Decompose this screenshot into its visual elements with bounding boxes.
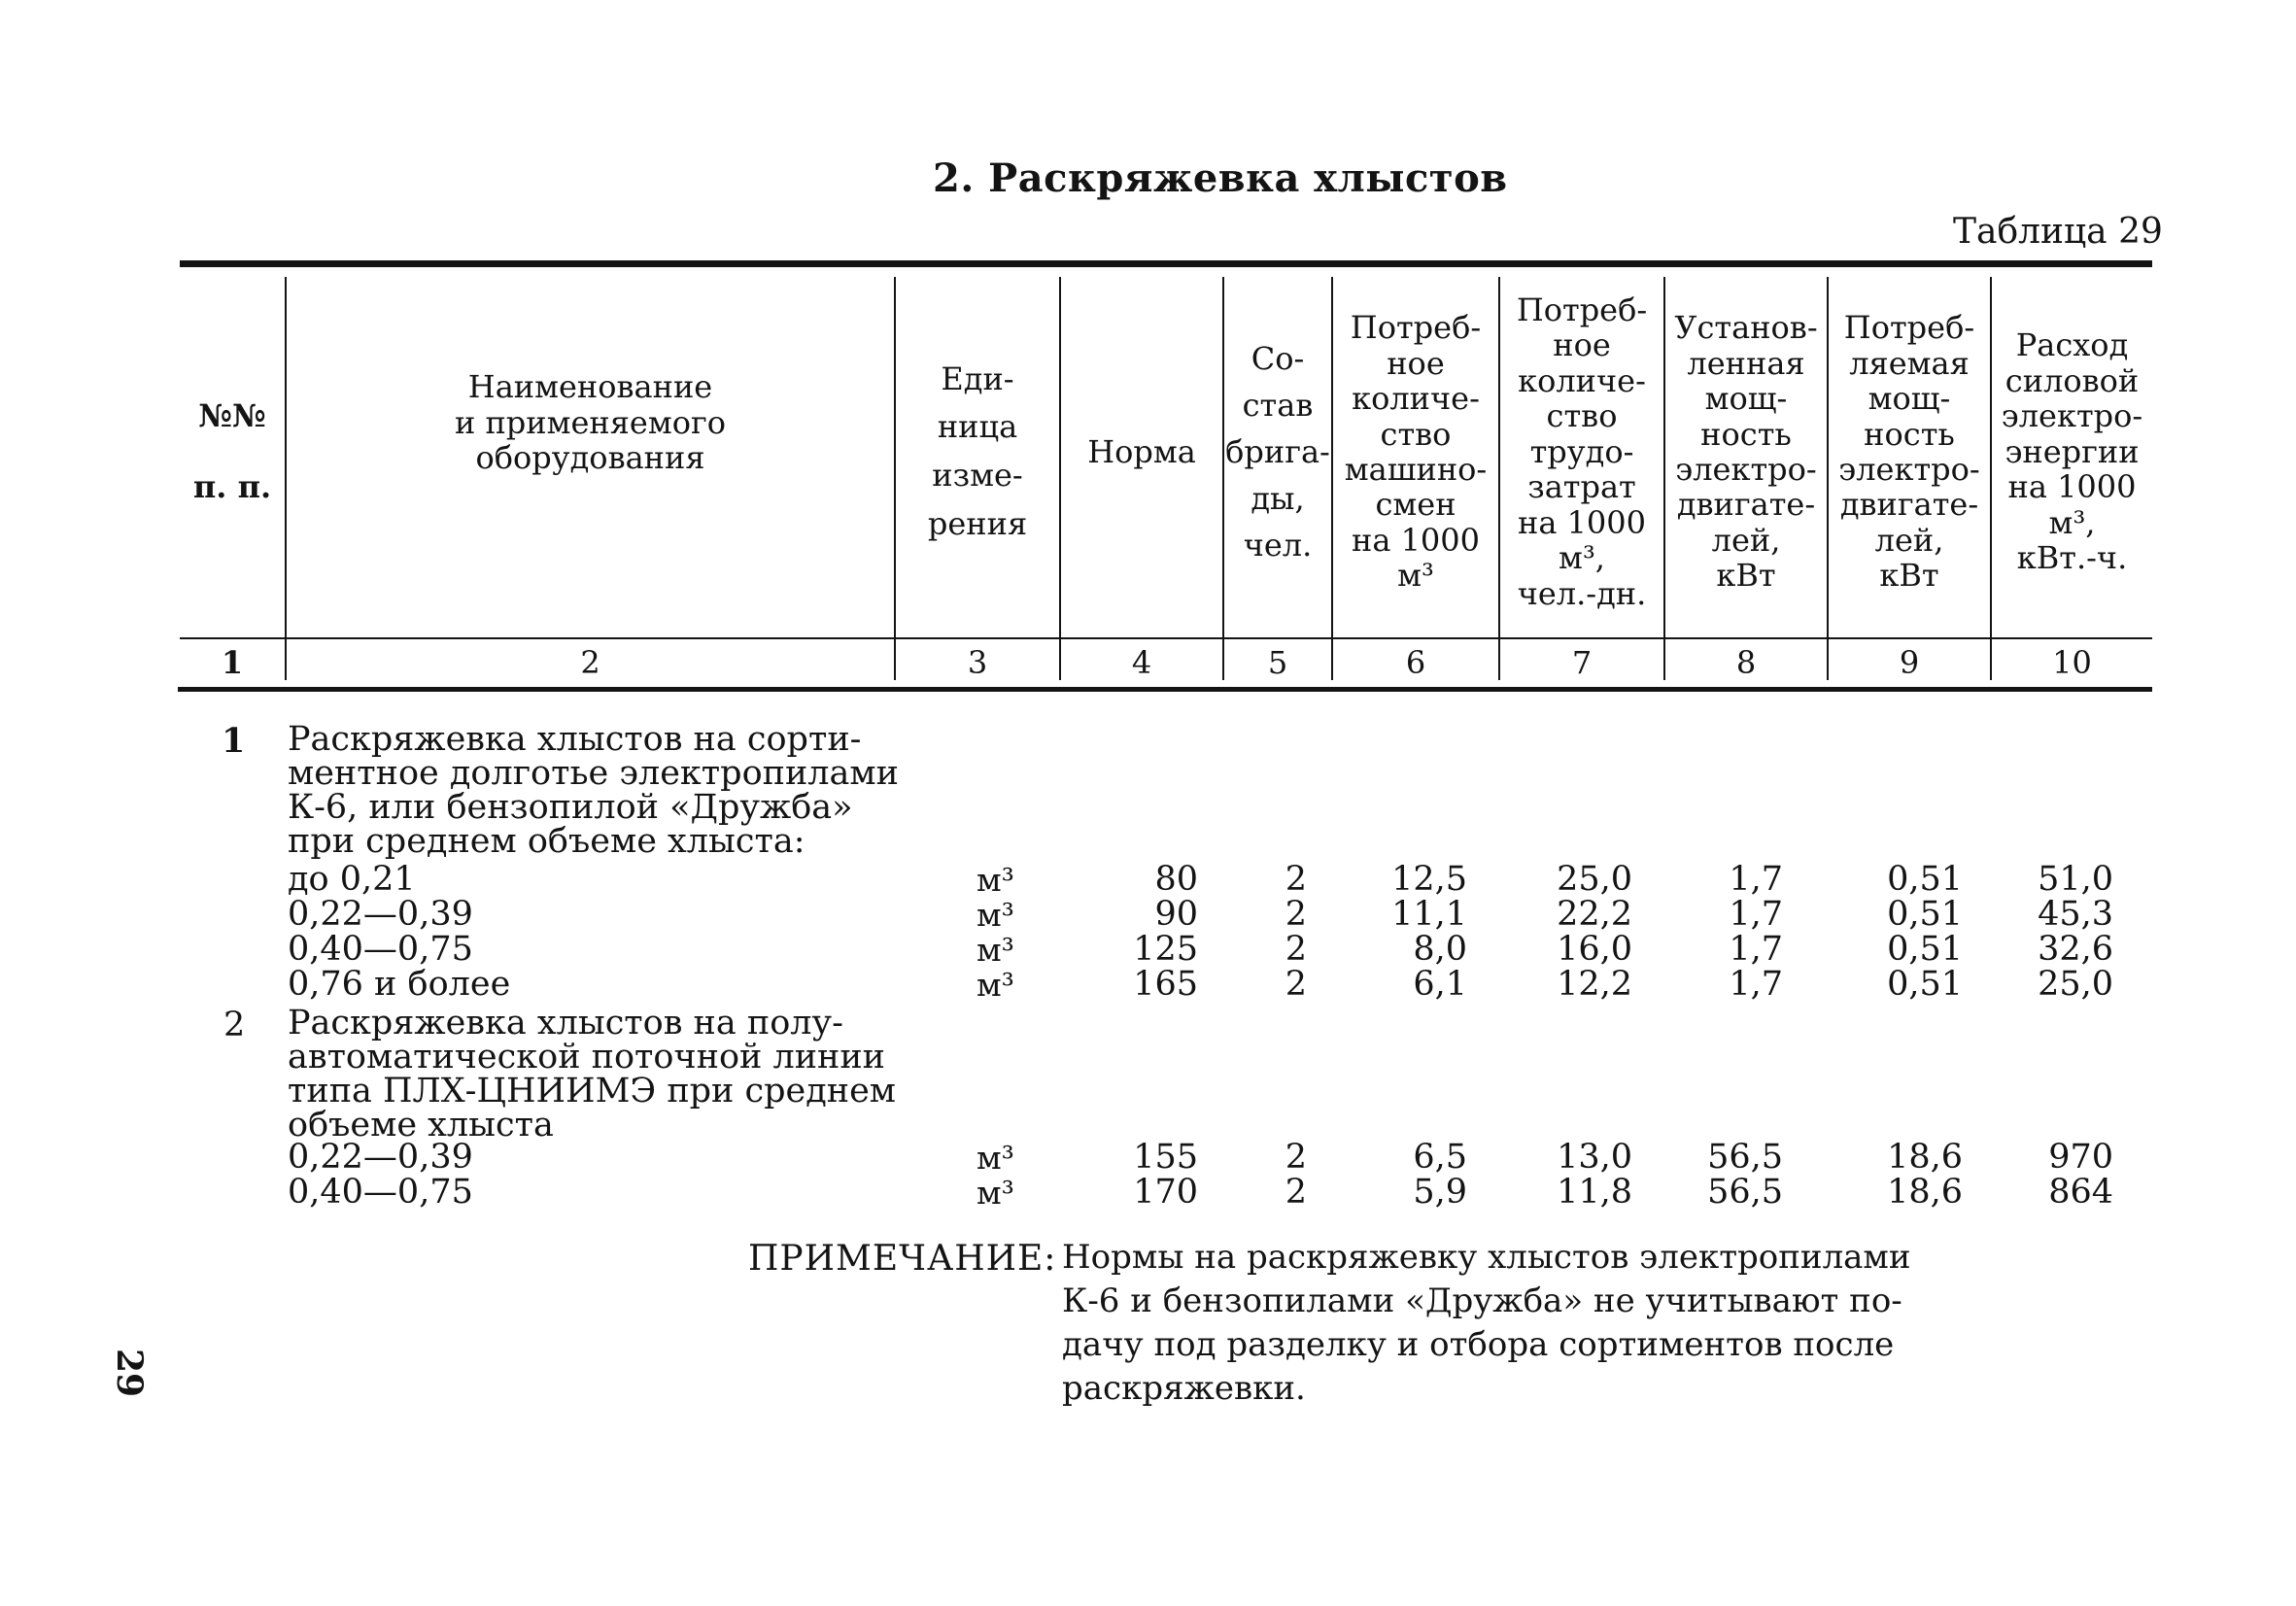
- cell-crew: 2: [1285, 860, 1307, 899]
- cell-machine-shifts: 8,0: [1413, 930, 1467, 969]
- header-cell-7: Потреб- ное количе- ство трудо- затрат на 1000 м³, чел.-дн.: [1516, 290, 1648, 612]
- cell-consumed-power: 18,6: [1887, 1173, 1963, 1212]
- cell-unit: м³: [977, 931, 1014, 969]
- cell-unit: м³: [977, 1174, 1014, 1212]
- cell-crew: 2: [1285, 930, 1307, 969]
- item-description: Раскряжевка хлыстов на полу- автоматической поточной линии типа ПЛХ-ЦНИИМЭ при среднем объеме хлыста: [288, 1004, 897, 1145]
- cell-machine-shifts: 5,9: [1413, 1173, 1467, 1212]
- column-number: 4: [1131, 644, 1152, 681]
- cell-label: 0,76 и более: [288, 965, 511, 1004]
- cell-norm: 125: [1133, 930, 1198, 969]
- cell-norm: 90: [1154, 895, 1198, 934]
- cell-unit: м³: [977, 966, 1014, 1004]
- cell-installed-power: 1,7: [1729, 895, 1783, 934]
- cell-machine-shifts: 12,5: [1391, 860, 1467, 899]
- cell-energy: 32,6: [2038, 930, 2113, 969]
- header-cell-8: Установ- ленная мощ- ность электро- двигате- лей, кВт: [1674, 309, 1818, 595]
- cell-norm: 170: [1133, 1173, 1198, 1212]
- cell-label: 0,22—0,39: [288, 895, 473, 934]
- cell-labor: 12,2: [1557, 965, 1632, 1004]
- header-cell-9: Потреб- ляемая мощ- ность электро- двигате- лей, кВт: [1838, 309, 1980, 595]
- table-label: Таблица 29: [1953, 212, 2163, 252]
- cell-consumed-power: 18,6: [1887, 1138, 1963, 1177]
- column-number: 7: [1571, 644, 1593, 681]
- column-number: 10: [2052, 644, 2092, 681]
- item-number: 2: [223, 1006, 246, 1044]
- cell-machine-shifts: 11,1: [1391, 895, 1467, 934]
- header-cell-10: Расход силовой электро- энергии на 1000 м³, кВт.-ч.: [2001, 326, 2143, 577]
- cell-consumed-power: 0,51: [1887, 895, 1963, 934]
- cell-labor: 16,0: [1557, 930, 1632, 969]
- column-number: 8: [1735, 644, 1757, 681]
- page-number: 29: [109, 1348, 151, 1398]
- cell-machine-shifts: 6,5: [1413, 1138, 1467, 1177]
- cell-norm: 155: [1133, 1138, 1198, 1177]
- cell-energy: 45,3: [2038, 895, 2113, 934]
- cell-crew: 2: [1285, 1138, 1307, 1177]
- table-top-rule: [180, 260, 2152, 267]
- cell-unit: м³: [977, 896, 1014, 934]
- cell-installed-power: 1,7: [1729, 860, 1783, 899]
- note-label: ПРИМЕЧАНИЕ:: [748, 1239, 1057, 1279]
- cell-label: 0,40—0,75: [288, 1173, 473, 1212]
- header-bottom-rule: [180, 637, 2152, 639]
- section-title: 2. Раскряжевка хлыстов: [933, 155, 1508, 201]
- cell-norm: 80: [1154, 860, 1198, 899]
- cell-energy: 864: [2048, 1173, 2113, 1212]
- cell-unit: м³: [977, 1139, 1014, 1177]
- note-text: Нормы на раскряжевку хлыстов электропилами К-6 и бензопилами «Дружба» не учитывают по- дачу под разделку и отбора сортиментов после раскряжевки.: [1062, 1238, 1911, 1408]
- cell-consumed-power: 0,51: [1887, 965, 1963, 1004]
- cell-energy: 970: [2048, 1138, 2113, 1177]
- cell-label: 0,40—0,75: [288, 930, 473, 969]
- header-cell-4: Норма: [1087, 432, 1196, 470]
- column-number: 1: [221, 644, 244, 681]
- header-cell-5: Со- став брига- ды, чел.: [1225, 340, 1330, 564]
- cell-installed-power: 1,7: [1729, 930, 1783, 969]
- cell-installed-power: 56,5: [1707, 1173, 1783, 1212]
- header-cell-2: Наименование и применяемого оборудования: [454, 368, 727, 477]
- column-number: 9: [1899, 644, 1920, 681]
- cell-labor: 22,2: [1557, 895, 1632, 934]
- cell-label: до 0,21: [288, 860, 416, 899]
- cell-labor: 13,0: [1557, 1138, 1632, 1177]
- cell-installed-power: 1,7: [1729, 965, 1783, 1004]
- cell-crew: 2: [1285, 895, 1307, 934]
- colnum-bottom-rule: [178, 687, 2152, 692]
- cell-crew: 2: [1285, 965, 1307, 1004]
- cell-installed-power: 56,5: [1707, 1138, 1783, 1177]
- cell-consumed-power: 0,51: [1887, 860, 1963, 899]
- cell-labor: 11,8: [1557, 1173, 1632, 1212]
- cell-energy: 51,0: [2038, 860, 2113, 899]
- cell-machine-shifts: 6,1: [1413, 965, 1467, 1004]
- cell-labor: 25,0: [1557, 860, 1632, 899]
- cell-consumed-power: 0,51: [1887, 930, 1963, 969]
- column-number: 3: [967, 644, 988, 681]
- column-number: 2: [580, 644, 600, 681]
- item-number: 1: [222, 721, 246, 761]
- header-cell-6: Потреб- ное количе- ство машино- смен на 1000 м³: [1344, 309, 1488, 595]
- cell-label: 0,22—0,39: [288, 1138, 473, 1177]
- cell-crew: 2: [1285, 1173, 1307, 1212]
- header-cell-3: Еди- ница изме- рения: [927, 359, 1028, 542]
- cell-unit: м³: [977, 861, 1014, 899]
- column-number: 6: [1405, 644, 1426, 681]
- header-cell-1: №№ п. п.: [192, 397, 272, 506]
- item-description: Раскряжевка хлыстов на сорти- ментное долготье электропилами К-6, или бензопилой «Дружба» при среднем объеме хлыста:: [288, 720, 899, 861]
- cell-energy: 25,0: [2038, 965, 2113, 1004]
- cell-norm: 165: [1133, 965, 1198, 1004]
- column-number: 5: [1267, 644, 1288, 681]
